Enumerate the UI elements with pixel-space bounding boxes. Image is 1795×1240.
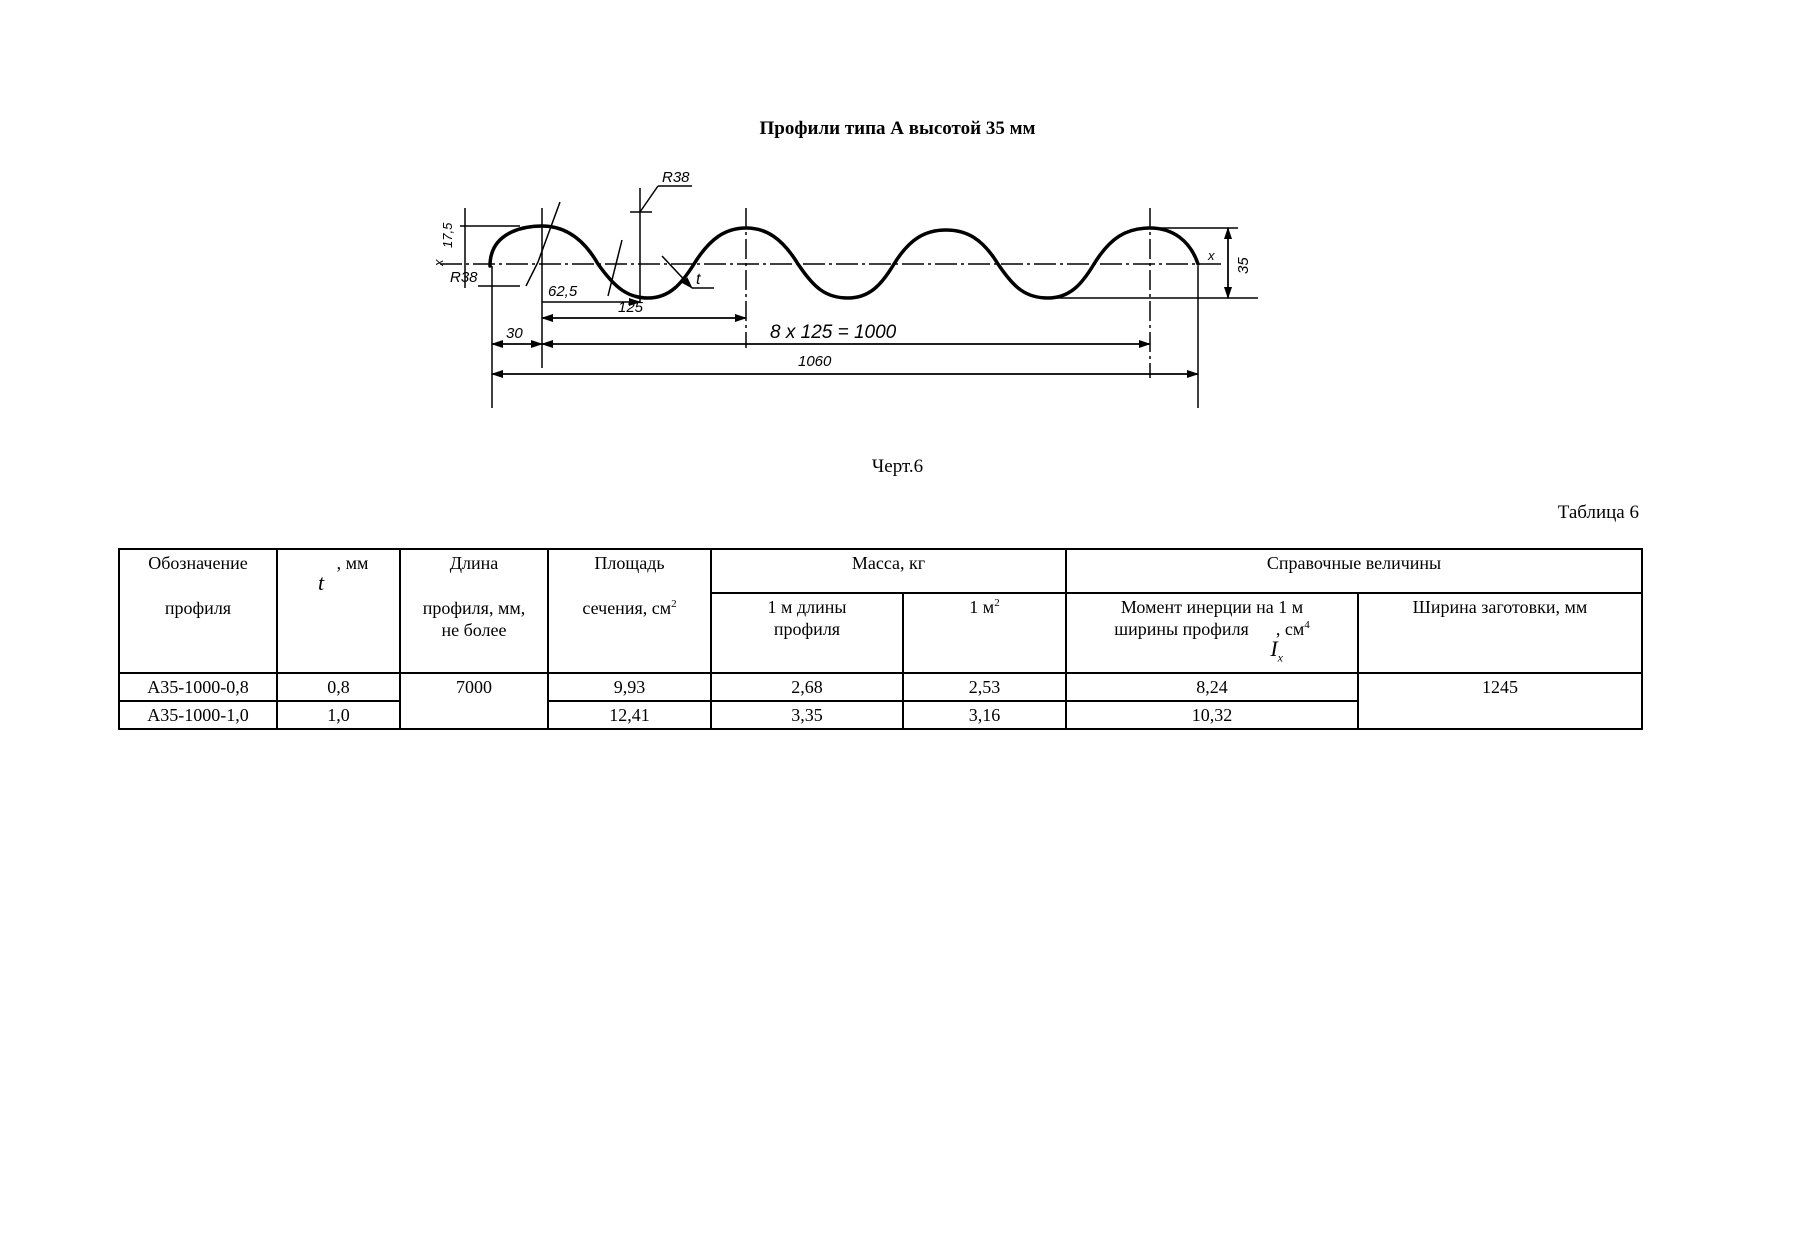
label-x-left: x — [431, 259, 446, 266]
document-title: Профили типа А высотой 35 мм — [759, 118, 1036, 139]
label-dim-8x125: 8 x 125 = 1000 — [770, 322, 897, 343]
header-mass-per-m: 1 м длины профиля — [711, 593, 903, 673]
label-dim-125: 125 — [618, 299, 644, 316]
label-half-height: 17,5 — [440, 222, 455, 248]
table-row: А35-1000-1,0 1,0 12,41 3,35 3,16 10,32 — [119, 701, 1642, 729]
table-label: Таблица 6 — [1557, 502, 1639, 523]
label-r38-top: R38 — [662, 169, 690, 186]
label-t: t — [696, 271, 701, 288]
header-designation: Обозначение профиля — [119, 549, 277, 673]
label-dim-1060: 1060 — [798, 353, 832, 370]
header-thickness: , мм t — [277, 549, 400, 673]
profile-drawing — [430, 169, 1360, 438]
label-height: 35 — [1235, 257, 1252, 274]
label-x-right: x — [1208, 248, 1215, 263]
figure-caption: Черт.6 — [871, 456, 924, 477]
table-header-row — [119, 549, 1642, 593]
wave-profile — [490, 226, 1198, 298]
header-blank-width: Ширина заготовки, мм — [1358, 593, 1642, 673]
label-dim-30: 30 — [506, 325, 523, 342]
cell-blank-width: 1245 — [1358, 673, 1642, 729]
label-r38-left: R38 — [450, 269, 478, 286]
header-mass-per-m2: 1 $м^2$ — [903, 593, 1066, 673]
header-mass: Масса, кг — [711, 549, 1066, 593]
header-inertia: Момент инерции на 1 м ширины профиля , $см^4$ $I_x$ — [1066, 593, 1358, 673]
header-area: Площадь сечения, $см^2$ — [548, 549, 711, 673]
header-reference: Справочные величины — [1066, 549, 1642, 593]
label-dim-62: 62,5 — [548, 283, 578, 300]
header-length: Длина профиля, мм, не более — [400, 549, 548, 673]
cell-length: 7000 — [400, 673, 548, 729]
profiles-table — [118, 548, 1643, 730]
table-row: А35-1000-0,8 0,8 7000 9,93 2,68 2,53 8,24 1245 — [119, 673, 1642, 701]
